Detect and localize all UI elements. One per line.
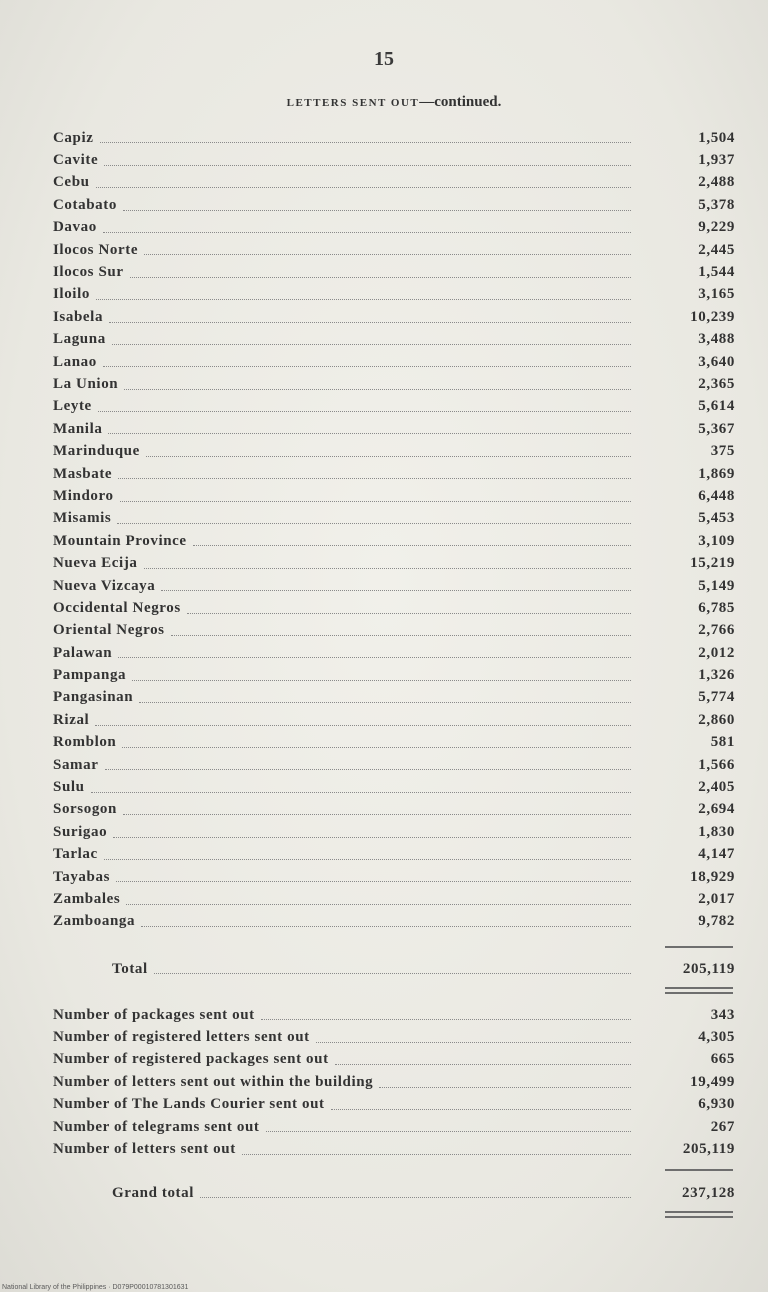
leader-dots bbox=[242, 1153, 631, 1155]
leader-dots bbox=[91, 791, 631, 793]
province-row-label: Palawan bbox=[53, 644, 113, 661]
leader-dots bbox=[105, 768, 632, 770]
leader-dots bbox=[98, 410, 631, 412]
leader-dots bbox=[154, 972, 631, 974]
province-row bbox=[53, 149, 735, 171]
misc-row-label: Number of registered letters sent out bbox=[53, 1029, 310, 1046]
province-row-label: Cebu bbox=[53, 174, 90, 191]
province-row bbox=[53, 776, 735, 798]
leader-dots bbox=[130, 276, 631, 278]
misc-row-value: 4,305 bbox=[698, 1029, 735, 1046]
province-row-label: Nueva Ecija bbox=[53, 555, 138, 572]
grand-total-rule bbox=[665, 1169, 733, 1171]
grand-total-row bbox=[112, 1182, 735, 1204]
misc-row bbox=[53, 1026, 735, 1048]
province-row bbox=[53, 552, 735, 574]
province-row-label: Marinduque bbox=[53, 443, 140, 460]
province-row-label: Ilocos Norte bbox=[53, 241, 139, 258]
province-row-value: 5,378 bbox=[698, 196, 735, 213]
leader-dots bbox=[316, 1041, 631, 1043]
province-row-value: 2,405 bbox=[698, 779, 735, 796]
province-row-value: 1,566 bbox=[698, 756, 735, 773]
province-row bbox=[53, 530, 735, 552]
province-row bbox=[53, 687, 735, 709]
misc-row-value: 6,930 bbox=[698, 1096, 735, 1113]
province-row-value: 5,614 bbox=[698, 398, 735, 415]
province-row-label: Isabela bbox=[53, 308, 104, 325]
province-row bbox=[53, 217, 735, 239]
province-row-value: 6,448 bbox=[698, 487, 735, 504]
leader-dots bbox=[141, 925, 631, 927]
province-row bbox=[53, 575, 735, 597]
province-row-value: 3,109 bbox=[698, 532, 735, 549]
misc-row-value: 205,119 bbox=[682, 1141, 735, 1158]
misc-row-label: Number of The Lands Courier sent out bbox=[53, 1096, 325, 1113]
leader-dots bbox=[139, 701, 631, 703]
misc-row-label: Number of letters sent out within the building bbox=[53, 1073, 374, 1090]
province-row-label: Zamboanga bbox=[53, 913, 136, 930]
province-row-value: 375 bbox=[710, 443, 735, 460]
leader-dots bbox=[335, 1063, 631, 1065]
province-row-value: 1,937 bbox=[698, 152, 735, 169]
leader-dots bbox=[120, 500, 631, 502]
province-row-label: Surigao bbox=[53, 823, 108, 840]
province-row-label: Oriental Negros bbox=[53, 622, 165, 639]
province-row bbox=[53, 732, 735, 754]
province-row-label: Laguna bbox=[53, 331, 106, 348]
province-row bbox=[53, 373, 735, 395]
leader-dots bbox=[266, 1130, 632, 1132]
leader-dots bbox=[96, 186, 631, 188]
section-title-rest: —continued. bbox=[419, 94, 502, 110]
section-title-caps: LETTERS SENT OUT bbox=[286, 97, 420, 109]
leader-dots bbox=[109, 321, 631, 323]
province-row-label: La Union bbox=[53, 375, 119, 392]
province-row-value: 1,504 bbox=[698, 129, 735, 146]
province-row-label: Romblon bbox=[53, 734, 117, 751]
leader-dots bbox=[187, 612, 631, 614]
province-row bbox=[53, 463, 735, 485]
province-row-value: 2,445 bbox=[698, 241, 735, 258]
leader-dots bbox=[124, 388, 631, 390]
total-value: 205,119 bbox=[682, 960, 735, 977]
province-row-value: 2,860 bbox=[698, 711, 735, 728]
province-row-value: 2,694 bbox=[698, 801, 735, 818]
total-double-rule bbox=[665, 987, 733, 994]
leader-dots bbox=[103, 231, 631, 233]
province-row bbox=[53, 888, 735, 910]
leader-dots bbox=[193, 544, 631, 546]
leader-dots bbox=[118, 477, 631, 479]
province-row bbox=[53, 620, 735, 642]
misc-row-value: 267 bbox=[710, 1118, 735, 1135]
province-row-label: Zambales bbox=[53, 890, 121, 907]
province-row-value: 1,326 bbox=[698, 667, 735, 684]
province-row bbox=[53, 306, 735, 328]
leader-dots bbox=[104, 164, 631, 166]
province-row-label: Samar bbox=[53, 756, 99, 773]
leader-dots bbox=[144, 567, 631, 569]
grand-total-label: Grand total bbox=[112, 1184, 195, 1201]
province-row-label: Sulu bbox=[53, 779, 85, 796]
province-row-label: Capiz bbox=[53, 129, 94, 146]
province-row-value: 3,640 bbox=[698, 353, 735, 370]
province-row-label: Masbate bbox=[53, 465, 113, 482]
province-row-label: Pampanga bbox=[53, 667, 127, 684]
leader-dots bbox=[132, 679, 631, 681]
province-row-label: Leyte bbox=[53, 398, 92, 415]
province-row-value: 15,219 bbox=[690, 555, 735, 572]
province-row-value: 4,147 bbox=[698, 846, 735, 863]
page-number: 15 bbox=[374, 48, 394, 70]
province-row-value: 2,012 bbox=[698, 644, 735, 661]
province-row-value: 3,488 bbox=[698, 331, 735, 348]
misc-row-label: Number of letters sent out bbox=[53, 1141, 236, 1158]
leader-dots bbox=[95, 724, 631, 726]
leader-dots bbox=[116, 880, 631, 882]
province-row bbox=[53, 194, 735, 216]
province-row-label: Mountain Province bbox=[53, 532, 187, 549]
province-row bbox=[53, 329, 735, 351]
leader-dots bbox=[123, 209, 631, 211]
province-row bbox=[53, 261, 735, 283]
province-row-value: 581 bbox=[710, 734, 735, 751]
province-row bbox=[53, 172, 735, 194]
leader-dots bbox=[100, 141, 632, 143]
misc-row bbox=[53, 1049, 735, 1071]
province-row bbox=[53, 440, 735, 462]
misc-row bbox=[53, 1004, 735, 1026]
province-row-label: Lanao bbox=[53, 353, 97, 370]
footer-note: National Library of the Philippines · D079P00010781301631 bbox=[2, 1284, 189, 1291]
province-row-label: Pangasinan bbox=[53, 689, 134, 706]
province-row-label: Misamis bbox=[53, 510, 112, 527]
province-row-label: Ilocos Sur bbox=[53, 264, 124, 281]
province-row-value: 2,488 bbox=[698, 174, 735, 191]
province-row-label: Occidental Negros bbox=[53, 599, 181, 616]
leader-dots bbox=[123, 813, 631, 815]
leader-dots bbox=[117, 522, 631, 524]
misc-row-value: 665 bbox=[710, 1051, 735, 1068]
province-row-label: Cavite bbox=[53, 152, 99, 169]
misc-row-value: 19,499 bbox=[690, 1073, 735, 1090]
leader-dots bbox=[126, 903, 631, 905]
province-row-value: 3,165 bbox=[698, 286, 735, 303]
leader-dots bbox=[118, 656, 631, 658]
leader-dots bbox=[379, 1086, 631, 1088]
misc-row-label: Number of packages sent out bbox=[53, 1006, 255, 1023]
province-row-label: Tarlac bbox=[53, 846, 98, 863]
total-label: Total bbox=[112, 960, 148, 977]
province-row-value: 2,365 bbox=[698, 375, 735, 392]
province-row-label: Nueva Vizcaya bbox=[53, 577, 156, 594]
leader-dots bbox=[96, 298, 631, 300]
province-row-value: 1,544 bbox=[698, 264, 735, 281]
province-row bbox=[53, 754, 735, 776]
province-row bbox=[53, 821, 735, 843]
leader-dots bbox=[331, 1108, 631, 1110]
province-row bbox=[53, 508, 735, 530]
total-row bbox=[112, 958, 735, 980]
province-row bbox=[53, 396, 735, 418]
province-row-label: Sorsogon bbox=[53, 801, 117, 818]
province-row bbox=[53, 642, 735, 664]
leader-dots bbox=[113, 836, 631, 838]
province-row bbox=[53, 664, 735, 686]
province-row bbox=[53, 418, 735, 440]
leader-dots bbox=[171, 634, 631, 636]
province-row-value: 1,830 bbox=[698, 823, 735, 840]
province-row-value: 2,017 bbox=[698, 890, 735, 907]
province-row bbox=[53, 597, 735, 619]
province-row-label: Cotabato bbox=[53, 196, 117, 213]
misc-row-label: Number of telegrams sent out bbox=[53, 1118, 260, 1135]
province-row bbox=[53, 485, 735, 507]
province-row-value: 9,229 bbox=[698, 219, 735, 236]
province-row-value: 5,367 bbox=[698, 420, 735, 437]
province-row-value: 9,782 bbox=[698, 913, 735, 930]
province-row bbox=[53, 844, 735, 866]
province-row bbox=[53, 351, 735, 373]
province-row-value: 18,929 bbox=[690, 868, 735, 885]
misc-row-label: Number of registered packages sent out bbox=[53, 1051, 329, 1068]
province-row bbox=[53, 709, 735, 731]
province-row-value: 5,774 bbox=[698, 689, 735, 706]
misc-row bbox=[53, 1138, 735, 1160]
leader-dots bbox=[112, 343, 631, 345]
leader-dots bbox=[261, 1018, 631, 1020]
province-row bbox=[53, 284, 735, 306]
leader-dots bbox=[200, 1196, 631, 1198]
total-section bbox=[112, 958, 735, 980]
province-row bbox=[53, 127, 735, 149]
province-row-label: Rizal bbox=[53, 711, 90, 728]
leader-dots bbox=[108, 432, 631, 434]
leader-dots bbox=[144, 253, 631, 255]
province-row-label: Iloilo bbox=[53, 286, 90, 303]
province-list bbox=[53, 127, 735, 933]
province-row bbox=[53, 799, 735, 821]
leader-dots bbox=[146, 455, 631, 457]
section-title bbox=[0, 94, 768, 111]
province-row-value: 5,149 bbox=[698, 577, 735, 594]
province-row bbox=[53, 239, 735, 261]
grand-total-double-rule bbox=[665, 1211, 733, 1218]
province-row bbox=[53, 866, 735, 888]
province-row-label: Tayabas bbox=[53, 868, 111, 885]
province-row-label: Davao bbox=[53, 219, 97, 236]
misc-row-value: 343 bbox=[710, 1006, 735, 1023]
misc-row bbox=[53, 1116, 735, 1138]
leader-dots bbox=[161, 589, 631, 591]
province-row-value: 1,869 bbox=[698, 465, 735, 482]
province-row-value: 6,785 bbox=[698, 599, 735, 616]
province-row-value: 5,453 bbox=[698, 510, 735, 527]
leader-dots bbox=[122, 746, 631, 748]
misc-list bbox=[53, 1004, 735, 1161]
leader-dots bbox=[104, 858, 631, 860]
leader-dots bbox=[103, 365, 631, 367]
province-row-label: Manila bbox=[53, 420, 103, 437]
province-row bbox=[53, 911, 735, 933]
misc-row bbox=[53, 1094, 735, 1116]
province-row-label: Mindoro bbox=[53, 487, 114, 504]
total-rule bbox=[665, 946, 733, 948]
province-row-value: 2,766 bbox=[698, 622, 735, 639]
grand-total-section bbox=[112, 1182, 735, 1204]
province-row-value: 10,239 bbox=[690, 308, 735, 325]
misc-row bbox=[53, 1071, 735, 1093]
grand-total-value: 237,128 bbox=[682, 1184, 735, 1201]
